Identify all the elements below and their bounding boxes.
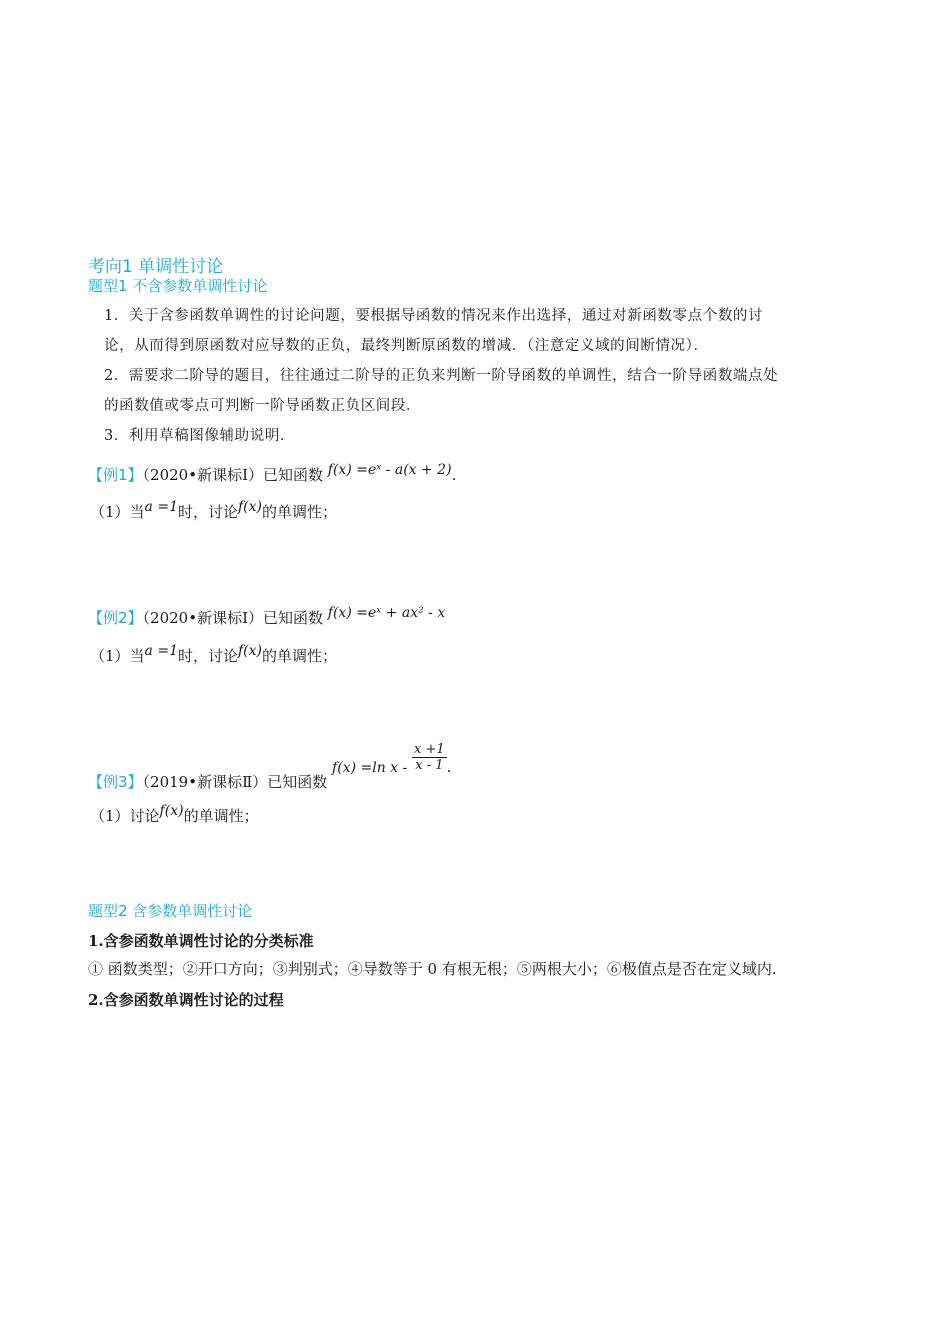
question-function: f(x) <box>159 803 184 819</box>
example-end: . <box>446 757 452 776</box>
example-formula-fraction <box>412 742 447 773</box>
type2-subheading-2: 2.含参函数单调性讨论的过程 <box>88 991 284 1009</box>
type1-point-line: 3．利用草稿图像辅助说明． <box>104 428 296 444</box>
fraction-numerator: x +1 <box>414 742 445 757</box>
example-end: . <box>451 466 457 484</box>
example-2 <box>88 607 445 628</box>
example-label: 【例3】 <box>88 772 143 791</box>
section-title: 考向1 单调性讨论 <box>88 257 224 277</box>
question-text: 的单调性； <box>183 807 259 825</box>
example-source: （2020•新课标Ⅰ）已知函数 <box>142 609 323 627</box>
example-2-question-1 <box>90 645 337 666</box>
type1-point-line: 的函数值或零点可判断一阶导函数正负区间段． <box>104 398 422 414</box>
example-formula: f(x) =eˣ + ax² - x <box>327 605 446 621</box>
question-text: 的单调性； <box>262 647 338 665</box>
type2-title: 题型2 含参数单调性讨论 <box>88 902 253 920</box>
question-text: 的单调性； <box>262 503 338 521</box>
example-label: 【例2】 <box>88 609 143 627</box>
question-text: 时，讨论 <box>177 503 238 521</box>
example-formula-lead: f(x) =ln x - <box>332 759 408 776</box>
example-label: 【例1】 <box>88 466 143 484</box>
question-text: （1）讨论 <box>90 807 160 825</box>
type2-criteria: ① 函数类型；②开口方向；③判别式；④导数等于 0 有根无根；⑤两根大小；⑥极值点是否在定义域内. <box>88 960 777 978</box>
question-condition: a =1 <box>144 643 178 659</box>
type2-subheading-1: 1.含参函数单调性讨论的分类标准 <box>88 932 314 950</box>
question-text: 时，讨论 <box>177 647 238 665</box>
type1-title: 题型1 不含参数单调性讨论 <box>88 277 268 295</box>
fraction-denominator: x - 1 <box>415 758 444 773</box>
example-3 <box>88 742 452 791</box>
example-1 <box>88 464 456 485</box>
type1-point-line: 论，从而得到原函数对应导数的正负，最终判断原函数的增减．（注意定义域的间断情况）． <box>104 338 709 354</box>
question-text: （1）当 <box>90 503 145 521</box>
type1-point-line: 1．关于含参函数单调性的讨论问题，要根据导函数的情况来作出选择，通过对新函数零点个数的讨 <box>104 308 764 324</box>
example-source: （2019•新课标Ⅱ）已知函数 <box>142 772 328 791</box>
question-function: f(x) <box>238 643 263 659</box>
question-function: f(x) <box>238 499 263 515</box>
example-3-question-1 <box>90 805 259 826</box>
question-text: （1）当 <box>90 647 145 665</box>
question-condition: a =1 <box>144 499 178 515</box>
example-source: （2020•新课标Ⅰ）已知函数 <box>142 466 323 484</box>
example-1-question-1 <box>90 501 337 522</box>
example-formula: f(x) =eˣ - a(x + 2) <box>327 462 452 478</box>
type1-point-line: 2．需要求二阶导的题目，往往通过二阶导的正负来判断一阶导函数的单调性，结合一阶导函数端点处 <box>104 368 779 384</box>
